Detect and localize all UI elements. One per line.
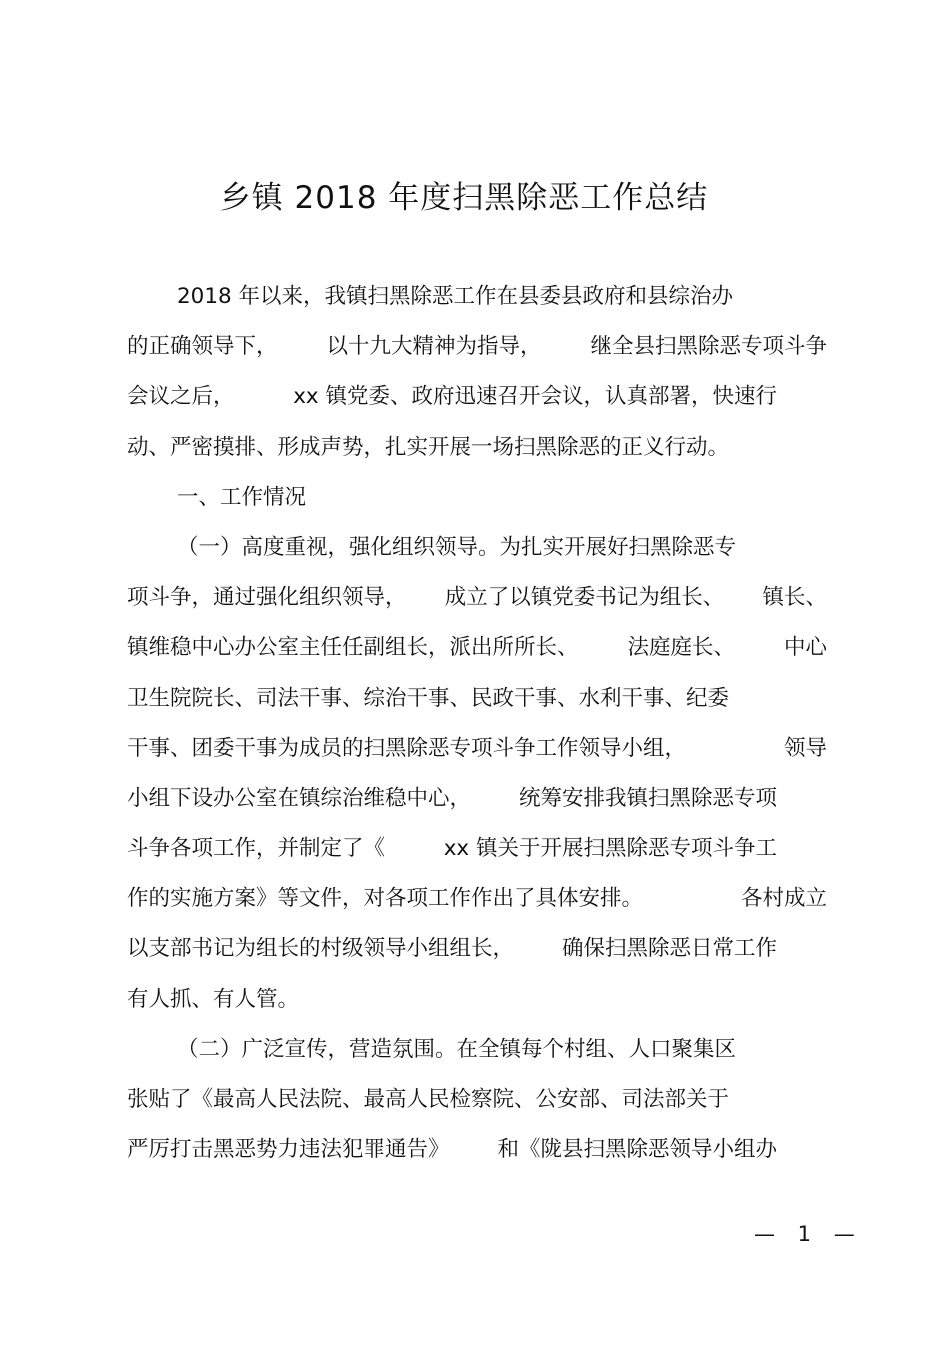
text-segment: 确保扫黑除恶日常工作 [561, 936, 777, 962]
text-line [127, 280, 827, 330]
text-line [127, 631, 827, 681]
text-segment: 干事、团委干事为成员的扫黑除恶专项斗争工作领导小组， [127, 735, 687, 761]
text-line [127, 832, 777, 882]
text-segment: 成立了以镇党委书记为组长、 [444, 585, 725, 611]
text-line [127, 581, 827, 631]
subsection-heading-line [127, 1033, 827, 1083]
text-segment: 严厉打击黑恶势力违法犯罪通告》 [127, 1137, 450, 1163]
text-segment: 卫生院院长、司法干事、综治干事、民政干事、水利干事、纪委 [127, 685, 730, 711]
text-segment: 统筹安排我镇扫黑除恶专项 [518, 785, 777, 811]
text-line [127, 732, 827, 782]
text-line [127, 682, 827, 732]
text-segment: 一、工作情况 [177, 484, 307, 510]
text-segment: 动、严密摸排、形成声势，扎实开展一场扫黑除恶的正义行动。 [127, 434, 730, 460]
text-line [127, 330, 827, 380]
text-line [127, 882, 827, 932]
text-segment: 继全县扫黑除恶专项斗争 [590, 334, 827, 360]
text-segment: xx 镇党委、政府迅速召开会议，认真部署，快速行 [293, 384, 777, 410]
text-segment: 有人抓、有人管。 [127, 986, 300, 1012]
text-segment: 各村成立 [740, 886, 827, 912]
text-line [127, 1133, 777, 1183]
text-segment: 中心 [783, 635, 827, 661]
text-segment: 会议之后， [127, 384, 235, 410]
text-segment: 斗争各项工作，并制定了《 [127, 836, 386, 862]
text-line [127, 782, 777, 832]
text-segment: 和《陇县扫黑除恶领导小组办 [497, 1137, 777, 1163]
text-segment: 项斗争，通过强化组织领导， [127, 585, 407, 611]
text-line [127, 431, 827, 481]
document-title: 乡镇 2018 年度扫黑除恶工作总结 [219, 180, 709, 216]
text-segment: 作的实施方案》等文件，对各项工作作出了具体安排。 [127, 886, 644, 912]
text-segment: 镇长、 [762, 585, 827, 611]
text-line [127, 1083, 827, 1133]
text-segment: 以十九大精神为指导， [326, 334, 542, 360]
text-line [127, 932, 777, 982]
subsection-heading-line [127, 531, 827, 581]
text-line [127, 983, 827, 1033]
text-segment: （二）广泛宣传，营造氛围。在全镇每个村组、人口聚集区 [177, 1036, 737, 1062]
text-segment: 领导 [783, 735, 827, 761]
page-number: — 1 — [754, 1222, 863, 1246]
text-segment: （一）高度重视，强化组织领导。为扎实开展好扫黑除恶专 [177, 534, 737, 560]
section-heading [127, 481, 827, 531]
text-line [127, 380, 777, 430]
text-segment: 法庭庭长、 [627, 635, 735, 661]
text-segment: 小组下设办公室在镇综治维稳中心， [127, 785, 472, 811]
text-segment: 2018 年以来，我镇扫黑除恶工作在县委县政府和县综治办 [177, 284, 734, 309]
document-body [127, 280, 827, 1183]
text-segment: 以支部书记为组长的村级领导小组组长， [127, 936, 515, 962]
text-segment: xx 镇关于开展扫黑除恶专项斗争工 [443, 836, 777, 862]
text-segment: 张贴了《最高人民法院、最高人民检察院、公安部、司法部关于 [127, 1087, 730, 1112]
text-segment: 镇维稳中心办公室主任任副组长，派出所所长、 [127, 635, 579, 661]
text-segment: 的正确领导下， [127, 334, 278, 360]
